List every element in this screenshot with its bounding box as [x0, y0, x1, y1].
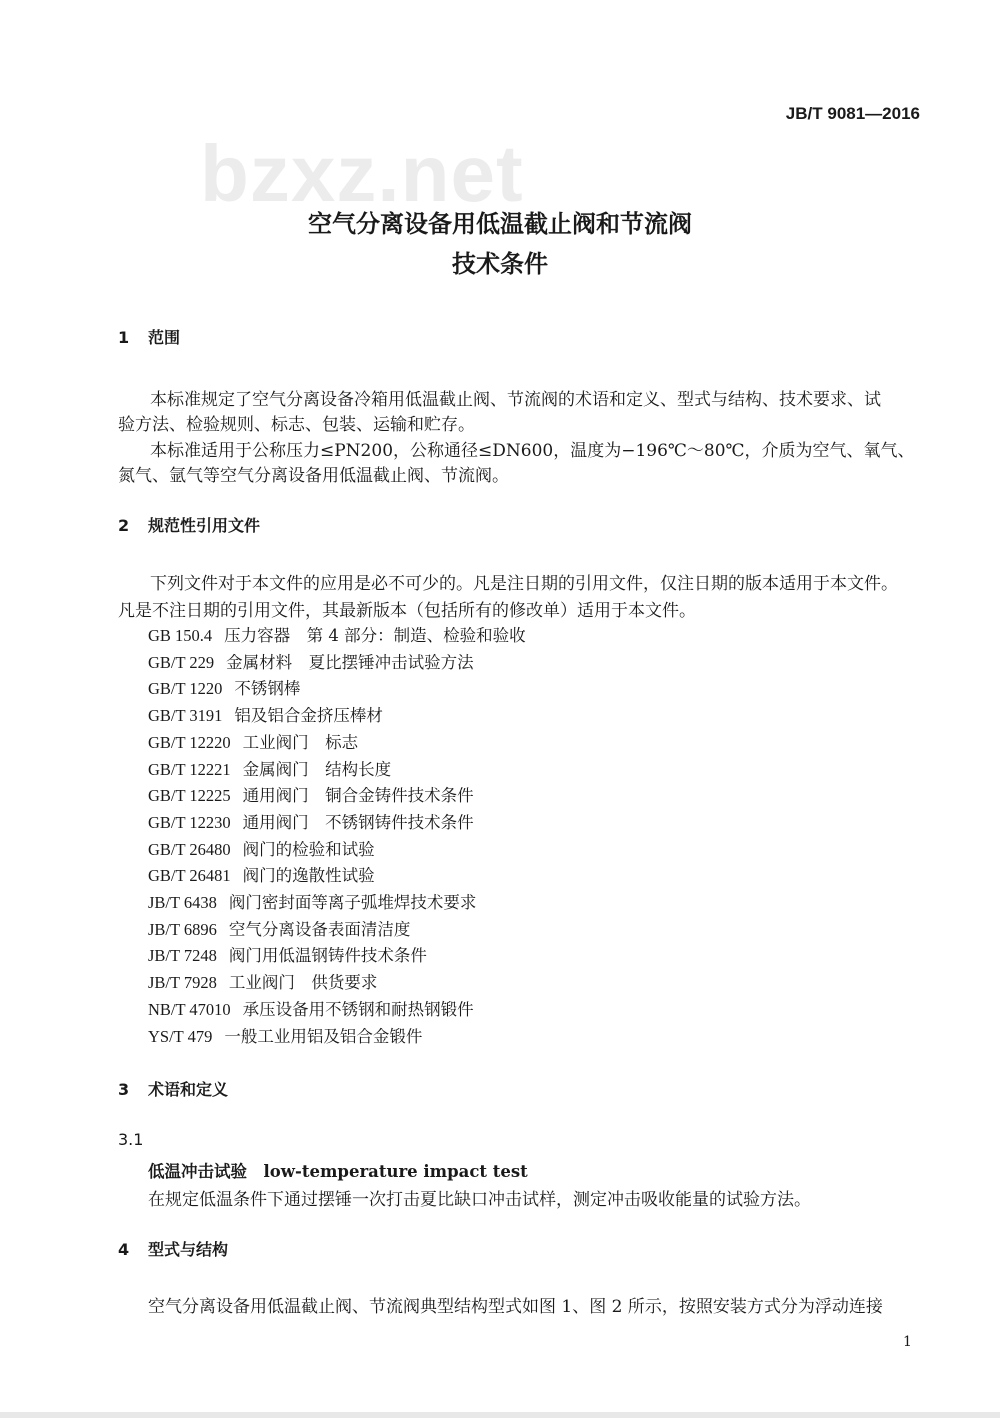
- reference-title: 铝及铝合金挤压棒材: [234, 706, 383, 726]
- reference-code: GB/T 229: [148, 652, 215, 672]
- reference-code: GB/T 12221: [148, 759, 231, 779]
- subsection-number: 3.1: [118, 1130, 144, 1149]
- reference-item: [148, 622, 526, 646]
- reference-code: GB 150.4: [148, 626, 213, 645]
- reference-item: [148, 675, 300, 699]
- paragraph-line: 氮气、氩气等空气分离设备用低温截止阀、节流阀。: [118, 466, 509, 486]
- reference-code: GB/T 26480: [148, 839, 231, 859]
- reference-title: 阀门密封面等离子弧堆焊技术要求: [228, 893, 477, 912]
- paragraph-line: 凡是不注日期的引用文件，其最新版本（包括所有的修改单）适用于本文件。: [118, 601, 696, 621]
- section-heading-4: 4 型式与结构: [118, 1240, 229, 1259]
- reference-title: 不锈钢棒: [234, 679, 301, 699]
- reference-code: NB/T 47010: [148, 999, 231, 1019]
- reference-code: GB/T 26481: [148, 866, 231, 886]
- reference-title: 金属材料 夏比摆锤冲击试验方法: [226, 652, 474, 672]
- reference-item: [148, 729, 358, 753]
- standard-number: JB/T 9081—2016: [785, 104, 920, 123]
- watermark: bzxz.net: [200, 129, 524, 218]
- reference-code: GB/T 1220: [148, 679, 223, 699]
- term-heading: 低温冲击试验 low-temperature impact test: [148, 1162, 528, 1181]
- reference-code: JB/T 6438: [148, 893, 217, 912]
- reference-item: [148, 836, 375, 860]
- reference-item: [148, 862, 375, 886]
- paragraph-line: 下列文件对于本文件的应用是必不可少的。凡是注日期的引用文件，仅注日期的版本适用于本文件。: [150, 574, 898, 594]
- reference-title: 压力容器 第 4 部分：制造、检验和验收: [224, 626, 526, 645]
- section-heading-1: 1 范围: [118, 328, 181, 347]
- page-number: 1: [903, 1334, 912, 1350]
- reference-item: [148, 702, 383, 726]
- reference-code: JB/T 7248: [148, 946, 217, 966]
- reference-code: GB/T 12220: [148, 732, 231, 752]
- section-heading-2: 2 规范性引用文件: [118, 516, 261, 535]
- doc-title-line2: 技术条件: [452, 250, 548, 278]
- reference-title: 工业阀门 供货要求: [228, 973, 378, 993]
- reference-title: 一般工业用铝及铝合金锻件: [224, 1026, 423, 1046]
- reference-item: [148, 969, 377, 993]
- reference-item: [148, 649, 474, 673]
- reference-title: 通用阀门 不锈钢铸件技术条件: [242, 812, 474, 832]
- section-heading-3: 3 术语和定义: [118, 1080, 229, 1099]
- reference-code: GB/T 12225: [148, 786, 231, 806]
- reference-code: YS/T 479: [148, 1026, 213, 1046]
- reference-title: 空气分离设备表面清洁度: [228, 919, 411, 939]
- reference-code: GB/T 3191: [148, 706, 223, 726]
- reference-title: 金属阀门 结构长度: [242, 759, 392, 779]
- reference-item: [148, 1023, 422, 1047]
- reference-item: [148, 782, 474, 806]
- reference-code: JB/T 6896: [148, 919, 217, 939]
- reference-item: [148, 809, 474, 833]
- reference-item: [148, 756, 391, 780]
- reference-code: JB/T 7928: [148, 973, 217, 993]
- page-bottom-edge: [0, 1412, 1000, 1418]
- reference-code: GB/T 12230: [148, 812, 231, 832]
- doc-title-line1: 空气分离设备用低温截止阀和节流阀: [308, 210, 692, 238]
- paragraph-line: 空气分离设备用低温截止阀、节流阀典型结构型式如图 1、图 2 所示，按照安装方式分为浮动连接: [148, 1297, 883, 1317]
- reference-title: 承压设备用不锈钢和耐热钢锻件: [242, 999, 474, 1019]
- paragraph-line: 本标准规定了空气分离设备冷箱用低温截止阀、节流阀的术语和定义、型式与结构、技术要求、试: [150, 390, 881, 410]
- paragraph-line: 验方法、检验规则、标志、包装、运输和贮存。: [118, 415, 475, 435]
- reference-title: 阀门的检验和试验: [242, 839, 375, 859]
- term-definition: 在规定低温条件下通过摆锤一次打击夏比缺口冲击试样，测定冲击吸收能量的试验方法。: [148, 1190, 811, 1210]
- reference-item: [148, 942, 427, 966]
- reference-item: [148, 916, 410, 940]
- reference-title: 阀门的逸散性试验: [242, 866, 375, 886]
- reference-title: 阀门用低温钢铸件技术条件: [228, 946, 427, 966]
- paragraph-line: 本标准适用于公称压力≤PN200，公称通径≤DN600，温度为−196℃～80℃，介质为空气、氧气、: [150, 441, 915, 461]
- reference-title: 工业阀门 标志: [242, 732, 359, 752]
- reference-item: [148, 889, 476, 913]
- reference-item: [148, 996, 474, 1020]
- reference-title: 通用阀门 铜合金铸件技术条件: [242, 786, 474, 806]
